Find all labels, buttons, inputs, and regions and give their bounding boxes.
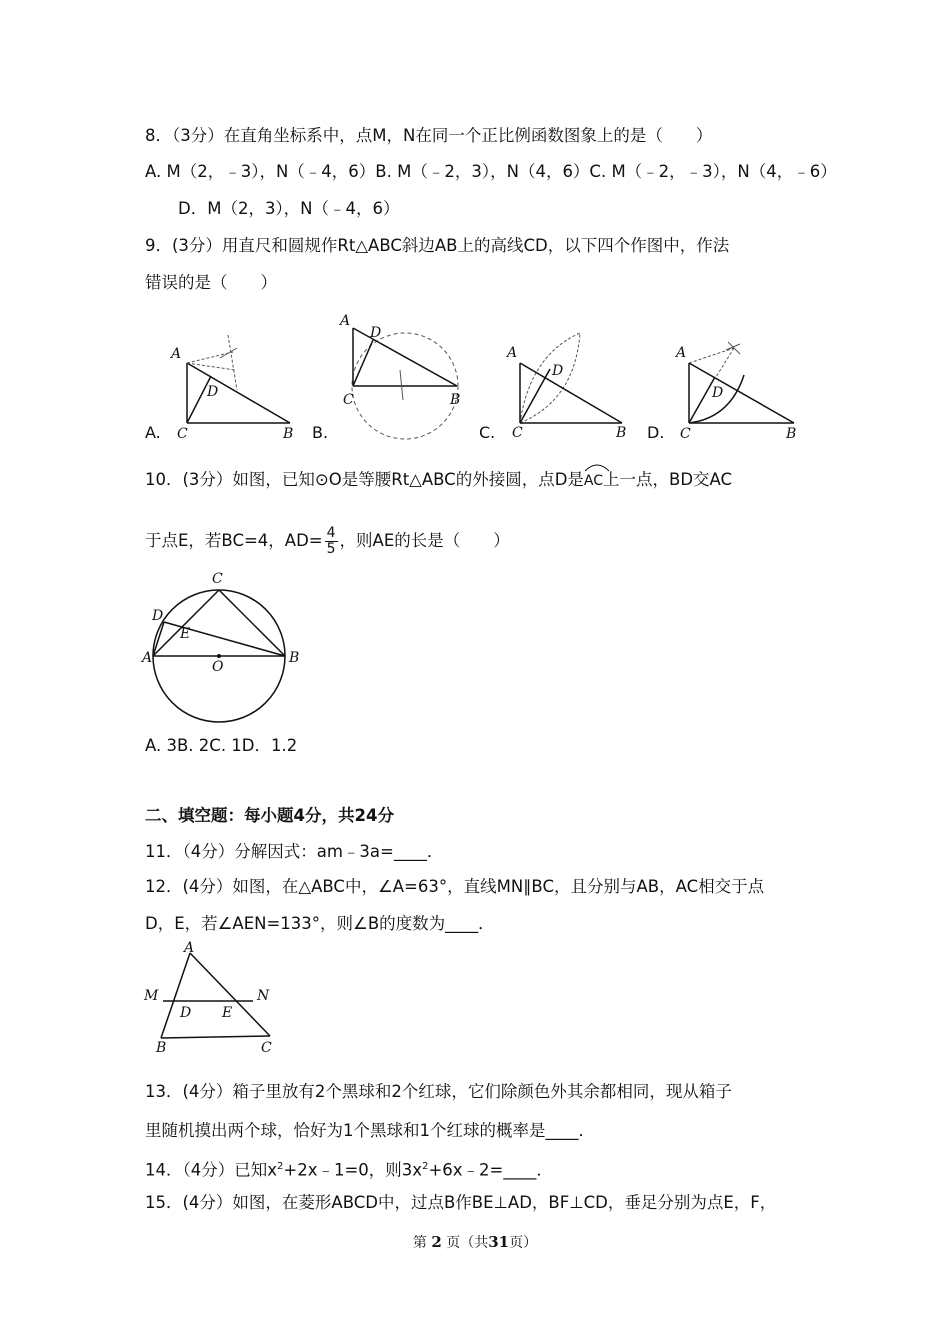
q9-option-b-label: B.: [312, 423, 329, 442]
q10-stem2-before: 于点E，若BC=4，AD=: [145, 531, 323, 550]
q10-options: A. 3B. 2C. 1D．1.2: [145, 736, 298, 755]
q9-option-a-label: A.: [145, 423, 161, 442]
q10-frac-num: 4: [326, 525, 336, 541]
q12-label-A: A: [184, 940, 195, 956]
q8-options-line1: A. M（2，﹣3），N（﹣4，6）B. M（﹣2，3），N（4，6）C. M（﹣2，﹣3），N（4，﹣6）: [145, 162, 837, 181]
q10-figure: [140, 570, 310, 725]
q13-line2: 里随机摸出两个球，恰好为1个黑球和1个红球的概率是____．: [145, 1121, 595, 1140]
q12-label-B: B: [156, 1040, 167, 1055]
q9-figure-a: [165, 330, 305, 445]
q9a-label-A: A: [171, 346, 182, 362]
q10-label-D: D: [152, 608, 164, 624]
q9a-label-B: B: [283, 426, 294, 442]
q9b-label-B: B: [450, 392, 461, 408]
q12-label-C: C: [261, 1040, 272, 1055]
q10-label-O: O: [212, 659, 224, 675]
q14-text: [145, 1156, 553, 1182]
q9c-label-A: A: [507, 345, 518, 361]
q10-stem-line2: [145, 526, 510, 557]
footer-middle: 页（共: [446, 1235, 489, 1251]
q12-line2: D，E，若∠AEN=133°，则∠B的度数为____．: [145, 914, 495, 933]
q9d-label-A: A: [676, 345, 687, 361]
q9b-label-A: A: [340, 313, 351, 329]
q9-stem-line1: 9．(3分）用直尺和圆规作Rt△ABC斜边AB上的高线CD，以下四个作图中，作法: [145, 236, 730, 255]
page-footer: [0, 1232, 950, 1252]
footer-page-number: 2: [431, 1233, 442, 1251]
footer-total-pages: 31: [488, 1233, 510, 1251]
q14-after: +6x﹣2=____．: [428, 1160, 553, 1180]
q9a-label-D: D: [207, 384, 219, 400]
q14-before: 14．（4分）已知x: [145, 1160, 278, 1180]
q9-figure-d: [668, 330, 808, 445]
q9-figure-b: [333, 310, 478, 445]
q12-label-M: M: [144, 988, 159, 1004]
footer-prefix: 第: [412, 1235, 427, 1251]
q14-sup2: 2: [422, 1161, 429, 1172]
q12-figure: [140, 940, 285, 1055]
q9c-label-B: B: [616, 425, 627, 441]
q9-stem-line2: 错误的是（ ）: [145, 273, 277, 292]
q10-stem-line1: [145, 466, 732, 492]
q9-option-c-label: C.: [479, 423, 496, 442]
q10-label-C: C: [212, 571, 223, 587]
q9-option-d-label: D.: [647, 423, 665, 442]
q10-frac-den: 5: [326, 541, 336, 557]
q9d-label-C: C: [680, 426, 691, 442]
q10-stem-after: 上一点，BD交AC: [603, 470, 733, 489]
arc-mark-icon: [584, 462, 610, 472]
q9b-label-C: C: [343, 392, 354, 408]
q12-label-N: N: [257, 988, 270, 1004]
q10-fraction: [325, 526, 338, 557]
q9d-label-B: B: [786, 426, 797, 442]
q9b-label-D: D: [370, 325, 382, 341]
q12-line1: 12．(4分）如图，在△ABC中，∠A=63°，直线MN∥BC，且分别与AB，AC相交于点: [145, 877, 765, 896]
q9-figure-c: [500, 325, 635, 445]
q10-arc-text: AC: [583, 473, 604, 489]
q15-text: 15．(4分）如图，在菱形ABCD中，过点B作BE⊥AD，BF⊥CD，垂足分别为点E，F，: [145, 1193, 777, 1212]
q9c-label-C: C: [512, 425, 523, 441]
q9a-label-C: C: [177, 426, 188, 442]
section2-heading: 二、填空题：每小题4分，共24分: [145, 806, 394, 825]
q10-label-E: E: [180, 626, 191, 642]
q11-text: 11．（4分）分解因式：am﹣3a=____．: [145, 842, 444, 861]
q12-label-E: E: [222, 1005, 233, 1021]
q10-label-A: A: [142, 650, 153, 666]
q10-stem2-after: ，则AE的长是（ ）: [339, 531, 510, 550]
q14-mid1: +2x﹣1=0，则3x: [283, 1160, 423, 1180]
q10-label-B: B: [289, 650, 300, 666]
q10-arc-ac: [584, 466, 603, 492]
q13-line1: 13．(4分）箱子里放有2个黑球和2个红球，它们除颜色外其余都相同，现从箱子: [145, 1082, 732, 1101]
q8-stem: 8．（3分）在直角坐标系中，点M，N在同一个正比例函数图象上的是（ ）: [145, 126, 713, 145]
q9d-label-D: D: [712, 385, 724, 401]
q9c-label-D: D: [552, 363, 564, 379]
q14-sup1: 2: [277, 1161, 284, 1172]
q10-stem-before: 10．(3分）如图，已知⊙O是等腰Rt△ABC的外接圆，点D是: [145, 470, 584, 489]
q8-options-line2: D．M（2，3），N（﹣4，6）: [178, 199, 400, 218]
q12-label-D: D: [180, 1005, 192, 1021]
footer-suffix: 页）: [509, 1235, 538, 1251]
